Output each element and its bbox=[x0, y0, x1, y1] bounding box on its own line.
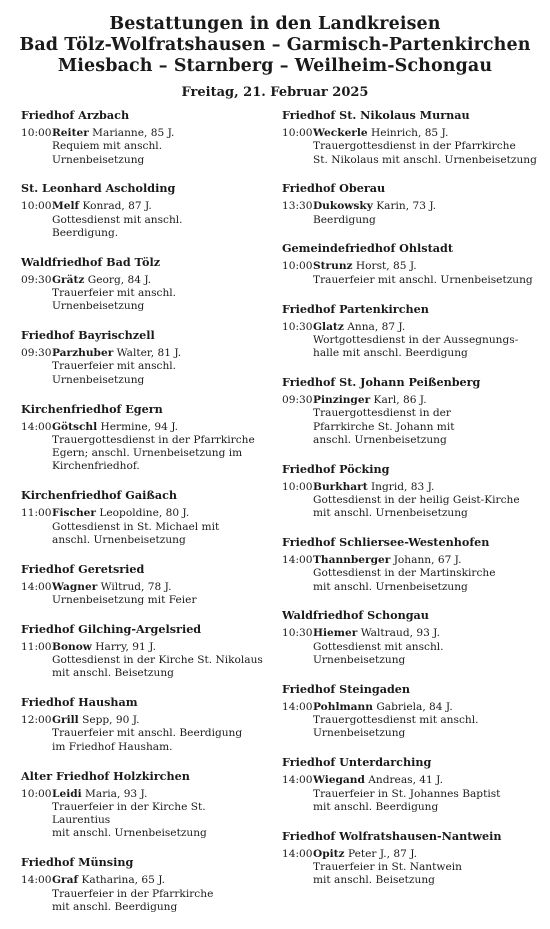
funeral-entry bbox=[21, 788, 266, 841]
deceased-name-line bbox=[52, 347, 266, 360]
funeral-details bbox=[313, 321, 537, 361]
deceased-given-name-age: Anna, 87 J. bbox=[347, 320, 406, 333]
funeral-entry bbox=[282, 127, 537, 167]
funeral-details bbox=[52, 581, 266, 608]
cemetery-name: Kirchenfriedhof Egern bbox=[21, 401, 163, 416]
funeral-entry bbox=[21, 127, 266, 167]
deceased-surname: Dukowsky bbox=[313, 200, 373, 213]
service-description-line: Egern; anschl. Urnenbeisetzung im bbox=[52, 447, 243, 460]
service-description-line: Requiem mit anschl. bbox=[52, 140, 163, 153]
deceased-surname: Grätz bbox=[52, 273, 85, 286]
service-description-line: Beerdigung. bbox=[52, 226, 119, 239]
deceased-surname: Bonow bbox=[52, 640, 92, 653]
funeral-entry bbox=[282, 394, 537, 447]
deceased-given-name-age: Marianne, 85 J. bbox=[92, 127, 175, 139]
funeral-entry bbox=[282, 848, 537, 888]
cemetery-block bbox=[282, 829, 537, 888]
deceased-name-line bbox=[313, 394, 537, 407]
deceased-given-name-age: Andreas, 41 J. bbox=[368, 774, 443, 787]
service-description-line: Gottesdienst mit anschl. bbox=[313, 640, 444, 653]
funeral-entry bbox=[282, 321, 537, 361]
service-description-line: anschl. Urnenbeisetzung bbox=[52, 533, 186, 546]
deceased-surname: Götschl bbox=[52, 420, 98, 433]
funeral-time: 14:00 bbox=[21, 580, 52, 593]
funeral-details bbox=[313, 394, 537, 447]
deceased-name-line bbox=[313, 774, 537, 787]
cemetery-name: Friedhof Arzbach bbox=[21, 108, 130, 122]
cemetery-name: Friedhof Schliersee-Westenhofen bbox=[282, 535, 490, 550]
funeral-details bbox=[52, 127, 266, 167]
funeral-entry bbox=[21, 274, 266, 314]
deceased-name-line bbox=[52, 641, 266, 654]
funeral-details bbox=[52, 347, 266, 387]
cemetery-block bbox=[282, 302, 537, 361]
funeral-time: 10:00 bbox=[282, 260, 313, 273]
cemetery-name: Friedhof Hausham bbox=[21, 695, 138, 710]
deceased-name-line bbox=[52, 874, 266, 887]
cemetery-name: Waldfriedhof Schongau bbox=[282, 608, 429, 623]
funeral-entry bbox=[21, 200, 266, 240]
deceased-name-line bbox=[52, 581, 266, 594]
service-description-line: halle mit anschl. Beerdigung bbox=[313, 347, 468, 360]
deceased-name-line bbox=[313, 554, 537, 567]
funeral-time: 14:00 bbox=[21, 874, 52, 887]
service-description-line: Urnenbeisetzung mit Feier bbox=[52, 593, 197, 606]
funeral-time: 09:30 bbox=[21, 273, 52, 286]
funeral-entry bbox=[21, 641, 266, 681]
cemetery-block bbox=[21, 255, 266, 314]
cemetery-block bbox=[21, 855, 266, 914]
deceased-surname: Wagner bbox=[52, 580, 98, 593]
funeral-details bbox=[52, 788, 266, 841]
service-description-line: Urnenbeisetzung bbox=[52, 153, 145, 166]
deceased-surname: Pinzinger bbox=[313, 393, 371, 406]
cemetery-block bbox=[21, 108, 266, 167]
cemetery-name: Friedhof Pöcking bbox=[282, 461, 390, 476]
service-description-line: St. Nikolaus mit anschl. Urnenbeisetzung bbox=[313, 153, 537, 166]
deceased-surname: Thannberger bbox=[313, 554, 391, 567]
deceased-given-name-age: Gabriela, 84 J. bbox=[376, 700, 453, 713]
cemetery-name: Friedhof Wolfratshausen-Nantwein bbox=[282, 828, 502, 843]
deceased-given-name-age: Wiltrud, 78 J. bbox=[100, 580, 172, 593]
cemetery-name: Kirchenfriedhof Gaißach bbox=[21, 488, 178, 503]
funeral-entry bbox=[21, 507, 266, 547]
deceased-given-name-age: Ingrid, 83 J. bbox=[371, 480, 435, 493]
date-line: Freitag, 21. Februar 2025 bbox=[181, 85, 369, 100]
service-description-line: Trauerfeier mit anschl. Beerdigung bbox=[52, 727, 243, 740]
service-description-line: Gottesdienst in St. Michael mit bbox=[52, 520, 220, 533]
funeral-entry bbox=[282, 627, 537, 667]
cemetery-block bbox=[21, 328, 266, 387]
funeral-details bbox=[52, 507, 266, 547]
funeral-entry bbox=[21, 874, 266, 914]
deceased-name-line bbox=[313, 321, 537, 334]
service-description-line: mit anschl. Beisetzung bbox=[52, 667, 174, 680]
deceased-given-name-age: Horst, 85 J. bbox=[355, 260, 417, 273]
service-description-line: Urnenbeisetzung bbox=[313, 654, 406, 667]
deceased-surname: Opitz bbox=[313, 847, 345, 860]
deceased-surname: Weckerle bbox=[313, 127, 368, 139]
cemetery-name: Friedhof Bayrischzell bbox=[21, 328, 155, 343]
cemetery-block bbox=[282, 755, 537, 814]
deceased-given-name-age: Johann, 67 J. bbox=[393, 554, 462, 567]
service-description-line: Trauergottesdienst in der bbox=[313, 407, 451, 420]
funeral-details bbox=[313, 200, 537, 227]
funeral-time: 10:00 bbox=[282, 480, 313, 493]
service-description-line: mit anschl. Beerdigung bbox=[313, 800, 439, 813]
service-description-line: Kirchenfriedhof. bbox=[52, 460, 140, 473]
deceased-name-line bbox=[313, 848, 537, 861]
service-description-line: Gottesdienst in der Martinskirche bbox=[313, 567, 496, 580]
funeral-details bbox=[52, 200, 266, 240]
service-description-line: Pfarrkirche St. Johann mit bbox=[313, 420, 455, 433]
page-header bbox=[0, 0, 550, 100]
cemetery-block bbox=[282, 462, 537, 521]
deceased-name-line bbox=[313, 200, 537, 213]
cemetery-block bbox=[21, 562, 266, 608]
deceased-surname: Pohlmann bbox=[313, 700, 373, 713]
funeral-entry bbox=[282, 701, 537, 741]
deceased-name-line bbox=[52, 200, 266, 213]
funeral-time: 10:00 bbox=[21, 127, 52, 139]
service-description-line: Trauerfeier mit anschl. Urnenbeisetzung bbox=[313, 273, 533, 286]
deceased-name-line bbox=[52, 421, 266, 434]
service-description-line: im Friedhof Hausham. bbox=[52, 740, 173, 753]
deceased-surname: Parzhuber bbox=[52, 347, 114, 360]
service-description-line: Wortgottesdienst in der Aussegnungs- bbox=[313, 333, 519, 346]
deceased-surname: Melf bbox=[52, 200, 80, 213]
funeral-time: 10:00 bbox=[21, 200, 52, 213]
cemetery-name: Friedhof St. Johann Peißenberg bbox=[282, 374, 481, 389]
funeral-entry bbox=[282, 481, 537, 521]
cemetery-block bbox=[282, 108, 537, 167]
cemetery-block bbox=[282, 241, 537, 287]
funeral-entry bbox=[21, 421, 266, 474]
service-description-line: Trauerfeier mit anschl. bbox=[52, 360, 177, 373]
cemetery-name: Friedhof Steingaden bbox=[282, 681, 411, 696]
service-description-line: mit anschl. Urnenbeisetzung bbox=[313, 580, 468, 593]
cemetery-block bbox=[282, 375, 537, 447]
listing-columns bbox=[21, 108, 538, 929]
service-description-line: Gottesdienst mit anschl. bbox=[52, 213, 183, 226]
deceased-surname: Reiter bbox=[52, 127, 89, 139]
deceased-given-name-age: Waltraud, 93 J. bbox=[360, 627, 440, 640]
service-description-line: mit anschl. Beisetzung bbox=[313, 874, 435, 887]
cemetery-name: Friedhof Unterdarching bbox=[282, 755, 432, 770]
funeral-details bbox=[313, 127, 537, 167]
cemetery-block bbox=[282, 181, 537, 227]
funeral-details bbox=[52, 274, 266, 314]
funeral-entry bbox=[282, 200, 537, 227]
service-description-line: anschl. Urnenbeisetzung bbox=[313, 433, 447, 446]
funeral-time: 11:00 bbox=[21, 507, 52, 520]
funeral-details bbox=[52, 641, 266, 681]
service-description-line: Trauerfeier in St. Johannes Baptist bbox=[313, 787, 501, 800]
deceased-given-name-age: Harry, 91 J. bbox=[95, 640, 156, 653]
funeral-time: 14:00 bbox=[282, 847, 313, 860]
deceased-given-name-age: Heinrich, 85 J. bbox=[371, 127, 449, 139]
cemetery-block bbox=[282, 682, 537, 741]
service-description-line: Trauerfeier in der Kirche St. Laurentius bbox=[52, 800, 206, 827]
funeral-time: 11:00 bbox=[21, 640, 52, 653]
cemetery-block bbox=[282, 535, 537, 594]
funeral-time: 10:30 bbox=[282, 627, 313, 640]
right-column bbox=[282, 108, 537, 929]
cemetery-block bbox=[21, 488, 266, 547]
funeral-entry bbox=[282, 554, 537, 594]
funeral-time: 13:30 bbox=[282, 200, 313, 213]
funeral-entry bbox=[21, 714, 266, 754]
title-line-2: Bad Tölz-Wolfratshausen – Garmisch-Partenkirchen bbox=[19, 35, 531, 55]
service-description-line: Trauergottesdienst in der Pfarrkirche bbox=[52, 433, 255, 446]
service-description-line: mit anschl. Urnenbeisetzung bbox=[52, 827, 207, 840]
cemetery-name: Friedhof Geretsried bbox=[21, 561, 145, 576]
deceased-given-name-age: Sepp, 90 J. bbox=[82, 714, 140, 727]
funeral-time: 14:00 bbox=[21, 420, 52, 433]
deceased-given-name-age: Katharina, 65 J. bbox=[81, 874, 166, 887]
service-description-line: Trauergottesdienst mit anschl. bbox=[313, 714, 479, 727]
cemetery-name: Alter Friedhof Holzkirchen bbox=[21, 768, 190, 783]
deceased-given-name-age: Georg, 84 J. bbox=[87, 273, 152, 286]
deceased-surname: Wiegand bbox=[313, 774, 365, 787]
service-description-line: Urnenbeisetzung bbox=[52, 373, 145, 386]
cemetery-name: Friedhof St. Nikolaus Murnau bbox=[282, 108, 470, 122]
funeral-time: 14:00 bbox=[282, 554, 313, 567]
cemetery-name: St. Leonhard Ascholding bbox=[21, 181, 176, 196]
cemetery-block bbox=[21, 769, 266, 841]
deceased-surname: Strunz bbox=[313, 260, 353, 273]
funeral-time: 10:00 bbox=[282, 127, 313, 139]
service-description-line: Beerdigung bbox=[313, 213, 376, 226]
deceased-name-line bbox=[52, 788, 266, 801]
funeral-details bbox=[313, 774, 537, 814]
cemetery-name: Friedhof Gilching-Argelsried bbox=[21, 621, 202, 636]
deceased-name-line bbox=[52, 274, 266, 287]
service-description-line: Trauerfeier in der Pfarrkirche bbox=[52, 887, 214, 900]
funeral-entry bbox=[21, 347, 266, 387]
funeral-details bbox=[52, 714, 266, 754]
deceased-surname: Grill bbox=[52, 714, 79, 727]
title-line-1: Bestattungen in den Landkreisen bbox=[109, 14, 441, 34]
deceased-surname: Hiemer bbox=[313, 627, 358, 640]
service-description-line: Gottesdienst in der Kirche St. Nikolaus bbox=[52, 654, 263, 667]
cemetery-block bbox=[21, 402, 266, 474]
deceased-given-name-age: Karl, 86 J. bbox=[373, 393, 427, 406]
funeral-entry bbox=[21, 581, 266, 608]
service-description-line: Trauerfeier mit anschl. bbox=[52, 287, 177, 300]
cemetery-name: Friedhof Oberau bbox=[282, 181, 386, 196]
deceased-name-line bbox=[52, 127, 266, 140]
deceased-surname: Leidi bbox=[52, 787, 82, 800]
funeral-entry bbox=[282, 260, 537, 287]
service-description-line: mit anschl. Urnenbeisetzung bbox=[313, 507, 468, 520]
deceased-given-name-age: Konrad, 87 J. bbox=[82, 200, 152, 213]
deceased-name-line bbox=[313, 701, 537, 714]
service-description-line: Trauergottesdienst in der Pfarrkirche bbox=[313, 140, 516, 153]
service-description-line: Trauerfeier in St. Nantwein bbox=[313, 860, 462, 873]
cemetery-block bbox=[282, 608, 537, 667]
service-description-line: Urnenbeisetzung bbox=[52, 300, 145, 313]
cemetery-block bbox=[21, 695, 266, 754]
funeral-time: 10:30 bbox=[282, 320, 313, 333]
left-column bbox=[21, 108, 266, 929]
deceased-given-name-age: Maria, 93 J. bbox=[85, 787, 148, 800]
deceased-given-name-age: Leopoldine, 80 J. bbox=[99, 507, 190, 520]
deceased-name-line bbox=[313, 481, 537, 494]
deceased-name-line bbox=[52, 507, 266, 520]
deceased-given-name-age: Walter, 81 J. bbox=[116, 347, 182, 360]
service-description-line: Urnenbeisetzung bbox=[313, 727, 406, 740]
funeral-time: 10:00 bbox=[21, 787, 52, 800]
funeral-time: 09:30 bbox=[21, 347, 52, 360]
deceased-surname: Glatz bbox=[313, 320, 344, 333]
funeral-details bbox=[313, 481, 537, 521]
funeral-time: 14:00 bbox=[282, 774, 313, 787]
deceased-given-name-age: Hermine, 94 J. bbox=[100, 420, 179, 433]
deceased-name-line bbox=[313, 127, 537, 140]
deceased-surname: Fischer bbox=[52, 507, 96, 520]
cemetery-name: Friedhof Partenkirchen bbox=[282, 301, 429, 316]
title-line-3: Miesbach – Starnberg – Weilheim-Schongau bbox=[57, 56, 493, 76]
cemetery-name: Gemeindefriedhof Ohlstadt bbox=[282, 241, 453, 256]
service-description-line: Gottesdienst in der heilig Geist-Kirche bbox=[313, 493, 520, 506]
cemetery-name: Friedhof Münsing bbox=[21, 855, 134, 870]
service-description-line: mit anschl. Beerdigung bbox=[52, 900, 178, 913]
deceased-name-line bbox=[313, 260, 537, 273]
funeral-details bbox=[313, 260, 537, 287]
cemetery-block bbox=[21, 181, 266, 240]
funeral-details bbox=[313, 627, 537, 667]
funeral-time: 09:30 bbox=[282, 393, 313, 406]
deceased-given-name-age: Peter J., 87 J. bbox=[347, 847, 417, 860]
deceased-given-name-age: Karin, 73 J. bbox=[376, 200, 437, 213]
deceased-surname: Burkhart bbox=[313, 480, 368, 493]
funeral-details bbox=[313, 848, 537, 888]
funeral-details bbox=[313, 554, 537, 594]
deceased-surname: Graf bbox=[52, 874, 79, 887]
cemetery-name: Waldfriedhof Bad Tölz bbox=[21, 254, 161, 269]
funeral-details bbox=[52, 421, 266, 474]
funeral-entry bbox=[282, 774, 537, 814]
deceased-name-line bbox=[313, 627, 537, 640]
funeral-time: 12:00 bbox=[21, 714, 52, 727]
funeral-details bbox=[313, 701, 537, 741]
cemetery-block bbox=[21, 622, 266, 681]
funeral-time: 14:00 bbox=[282, 700, 313, 713]
funeral-details bbox=[52, 874, 266, 914]
deceased-name-line bbox=[52, 714, 266, 727]
